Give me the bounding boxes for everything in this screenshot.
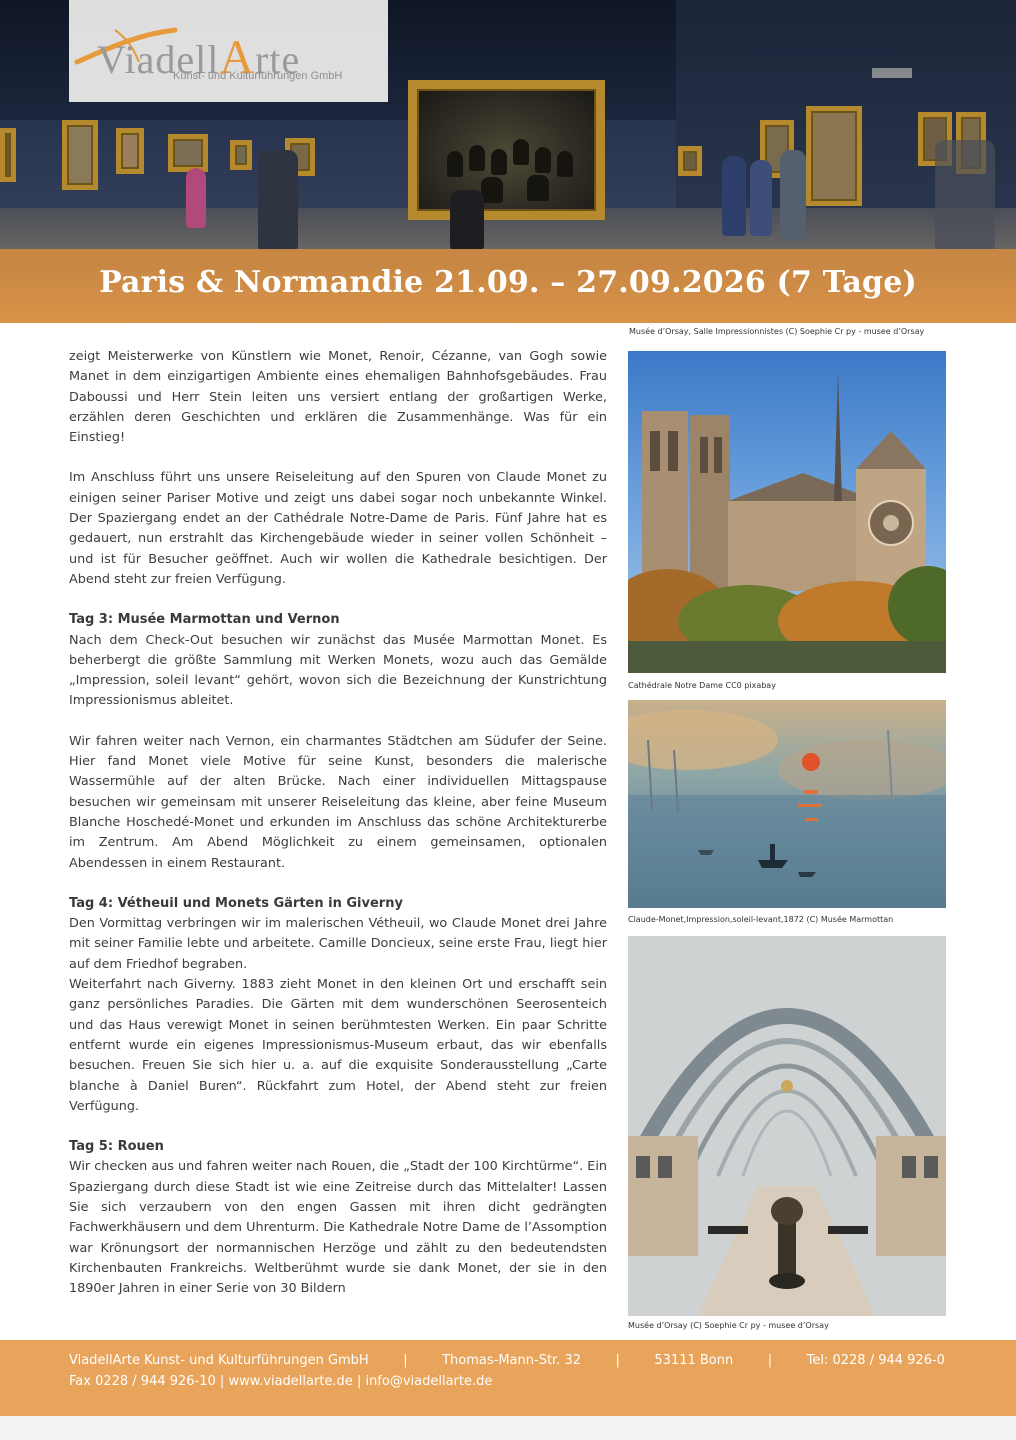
paragraph: Wir checken aus und fahren weiter nach Rouen, die „Stadt der 100 Kirchtürme“. Ein Spaziergang durch diese Stadt ist wie eine Zeitreise durch das Mittelalter! Lassen Sie sich verzaubern von den engen Gassen mit ihren dicht gedrängten Fachwerkhäusern und dem Uhrenturm. Die Kathedrale Notre Dame de l’Assomption war Krönungsort der normannischen Herzöge und zählt zu den bedeutendsten Kirchenbauten Frankreichs. Weltberühmt wurde sie dank Monet, der sie in den 1890er Jahren in einer Serie von 30 Bildern [69, 1159, 607, 1297]
company-logo [69, 0, 388, 102]
central-painting [408, 80, 605, 220]
visitor-figure [935, 140, 995, 250]
painting-frame [62, 120, 98, 190]
painting-frame [806, 106, 862, 206]
notre-dame-photo [628, 351, 946, 673]
visitor-figure [258, 150, 298, 250]
logo-wordmark: ViadellArte [97, 31, 301, 84]
painting-frame [230, 140, 252, 170]
logo-subtitle: Kunst- und Kulturführungen GmbH [173, 70, 343, 82]
orsay-hall-photo [628, 936, 946, 1316]
page-bottom-strip [0, 1416, 1016, 1440]
visitor-figure [750, 160, 772, 236]
itinerary-text [69, 347, 607, 1299]
painting-frame [116, 128, 144, 174]
day-heading: Tag 3: Musée Marmottan und Vernon [69, 612, 340, 628]
title-band [0, 249, 1016, 323]
footer-address-line [69, 1353, 945, 1368]
footer-street: Thomas-Mann-Str. 32 [442, 1353, 581, 1368]
visitor-figure [780, 150, 806, 240]
orsay-hall-illustration [628, 936, 946, 1316]
paragraph: Den Vormittag verbringen wir im malerischen Vétheuil, wo Claude Monet drei Jahre mit seiner Familie lebte und arbeitete. Camille Doncieux, seine erste Frau, liegt hier auf dem Friedhof begraben. [69, 916, 607, 972]
paragraph: zeigt Meisterwerke von Künstlern wie Monet, Renoir, Cézanne, van Gogh sowie Manet in dem einzigartigen Ambiente eines ehemaligen Bahnhofsgebäudes. Frau Daboussi und Herr Stein leiten uns versiert entlang der großartigen Werke, erzählen deren Geschichten und erklären die Zusammenhänge. Was für ein Einstieg! [69, 349, 607, 446]
orsay-caption: Musée d’Orsay (C) Soephie Cr py - musee d’Orsay [628, 1321, 829, 1330]
footer-phone: Tel: 0228 / 944 926-0 [806, 1353, 945, 1368]
visitor-figure [186, 168, 206, 228]
hero-image [0, 0, 1016, 323]
notre-dame-illustration [628, 351, 946, 673]
footer [0, 1340, 1016, 1416]
paragraph: Im Anschluss führt uns unsere Reiseleitung auf den Spuren von Claude Monet zu einigen seiner Pariser Motive und zeigt uns dabei sogar noch unbekannte Winkel. Der Spaziergang endet an der Cathédrale Notre-Dame de Paris. Fünf Jahre hat es gedauert, nun erstrahlt das Kirchengebäude wieder in seiner vollen Schönheit – und ist für Besucher geöffnet. Auch wir wollen die Kathedrale besichtigen. Der Abend steht zur freien Verfügung. [69, 470, 607, 587]
footer-separator: | [403, 1353, 408, 1368]
footer-separator: | [615, 1353, 620, 1368]
footer-city: 53111 Bonn [654, 1353, 734, 1368]
day-heading: Tag 5: Rouen [69, 1139, 164, 1155]
visitor-figure [450, 190, 484, 250]
painting-frame [0, 128, 16, 182]
footer-contact-line[interactable]: Fax 0228 / 944 926-10 | www.viadellarte.de | info@viadellarte.de [69, 1374, 493, 1389]
hero-photo-credit: Musée d’Orsay, Salle Impressionnistes (C) Soephie Cr py - musee d’Orsay [629, 327, 925, 336]
impression-painting-photo [628, 700, 946, 908]
gallery-sign [872, 68, 912, 78]
page-title: Paris & Normandie 21.09. – 27.09.2026 (7 Tage) [99, 265, 917, 300]
day-heading: Tag 4: Vétheuil und Monets Gärten in Giverny [69, 895, 403, 911]
visitor-figure [722, 156, 746, 236]
impression-caption: Claude-Monet,Impression,soleil-levant,1872 (C) Musée Marmottan [628, 915, 894, 924]
footer-separator: | [767, 1353, 773, 1368]
impression-illustration [628, 700, 946, 908]
notre-dame-caption: Cathédrale Notre Dame CC0 pixabay [628, 681, 776, 690]
paragraph: Nach dem Check-Out besuchen wir zunächst das Musée Marmottan Monet. Es beherbergt die größte Sammlung mit Werken Monets, wozu auch das Gemälde „Impression, soleil levant“ gehört, wovon sich die Bezeichnung der Kunstrichtung Impressionismus ableitet. [69, 632, 607, 709]
footer-company: ViadellArte Kunst- und Kulturführungen GmbH [69, 1353, 369, 1368]
paragraph: Wir fahren weiter nach Vernon, ein charmantes Städtchen am Südufer der Seine. Hier fand Monet viele Motive für seine Kunst, besonders die malerische Wassermühle auf der alten Brücke. Nach einer individuellen Mittagspause besuchen wir gemeinsam mit unserer Reiseleitung das kleine, aber feine Museum Blanche Hoschedé-Monet und erkunden im Anschluss das schöne Architekturerbe im Zentrum. Am Abend Möglichkeit zu einem gemeinsamen, optionalen Abendessen in einem Restaurant. [69, 733, 607, 871]
painting-frame [168, 134, 208, 172]
paragraph: Weiterfahrt nach Giverny. 1883 zieht Monet in den kleinen Ort und erschafft sein ganz persönliches Paradies. Die Gärten mit dem wunderschönen Seerosenteich und das Haus verewigt Monet in seinen berühmtesten Werken. Ein paar Schritte entfernt wurde ein eigenes Impressionismus-Museum erbaut, das wir ebenfalls besuchen. Freuen Sie sich hier u. a. auf die exquisite Sonderausstellung „Carte blanche à Daniel Buren“. Rückfahrt zum Hotel, der Abend steht zur freien Verfügung. [69, 977, 607, 1114]
painting-frame [678, 146, 702, 176]
